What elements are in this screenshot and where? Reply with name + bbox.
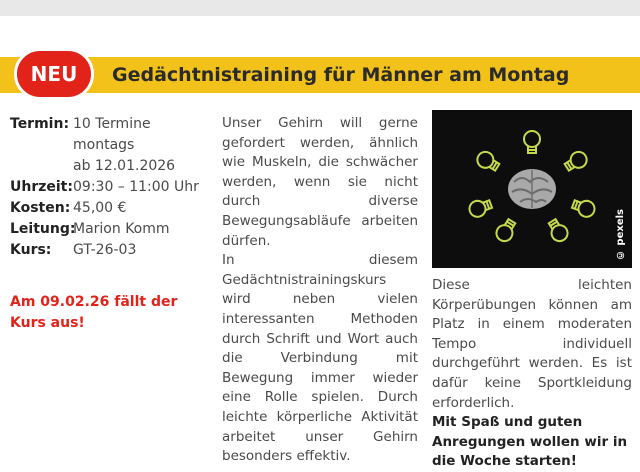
course-info: [10, 114, 206, 261]
kurs-value: GT-26-03: [73, 242, 137, 258]
lightbulb-icon: [545, 217, 570, 244]
termin-line: ab 12.01.2026: [73, 158, 176, 174]
kurs-label: Kurs:: [10, 242, 52, 258]
brain-lightbulbs-photo: [432, 110, 632, 268]
paragraph-exercises: Diese leichten Körperübungen können am Platz in einem moderaten Tempo individuell durchgeführt werden. Es ist dafür keine Sportkleidung erforderlich.: [432, 277, 632, 411]
termin-line: montags: [73, 137, 135, 153]
lightbulb-icon: [474, 149, 501, 174]
termin-label: Termin:: [10, 116, 70, 132]
lightbulb-icon: [571, 197, 597, 220]
cancellation-notice: Am 09.02.26 fällt der Kurs aus!: [10, 294, 178, 331]
termin-line: 10 Termine: [73, 116, 151, 132]
lightbulb-icon: [563, 149, 590, 174]
page-title: Gedächtnistraining für Männer am Montag: [112, 64, 570, 86]
info-row-kosten: [10, 198, 206, 219]
closing-statement: Mit Spaß und guten Anregungen wollen wir in die Woche starten!: [432, 414, 628, 470]
info-row-leitung: [10, 219, 206, 240]
paragraph-intro: Unser Gehirn will gerne gefordert werden, ähnlich wie Muskeln, die schwächer werden, wenn sie nicht durch diverse Bewegungsabläufe arbeiten dürfen.: [222, 115, 418, 249]
new-badge: NEU: [14, 48, 94, 100]
top-rule: [0, 0, 640, 16]
leitung-label: Leitung:: [10, 221, 76, 237]
kosten-label: Kosten:: [10, 200, 71, 216]
termin-value: [73, 114, 206, 177]
info-row-kurs: [10, 240, 206, 261]
uhrzeit-label: Uhrzeit:: [10, 179, 73, 195]
uhrzeit-value: 09:30 – 11:00 Uhr: [73, 179, 199, 195]
info-row-termin: [10, 114, 206, 177]
info-row-uhrzeit: [10, 177, 206, 198]
continuation-column: [432, 276, 632, 472]
lightbulb-icon: [524, 131, 540, 153]
paragraph-methods: In diesem Gedächtnistrainingskurs wird neben vielen interessanten Methoden durch Schrift und Wort auch die Verbindung mit Bewegung immer wieder eine Rolle spielen. Durch leichte körperliche Aktivität arbeitet unser Gehirn besonders effektiv.: [222, 252, 418, 465]
photo-credit: © pexels: [615, 208, 626, 260]
lightbulb-icon: [467, 197, 493, 220]
kosten-value: 45,00 €: [73, 200, 127, 216]
brain-lightbulbs-illustration: [432, 110, 632, 268]
description-column: [222, 114, 418, 467]
lightbulb-icon: [493, 217, 518, 244]
leitung-value: Marion Komm: [73, 221, 170, 237]
brain-icon: [508, 169, 556, 209]
